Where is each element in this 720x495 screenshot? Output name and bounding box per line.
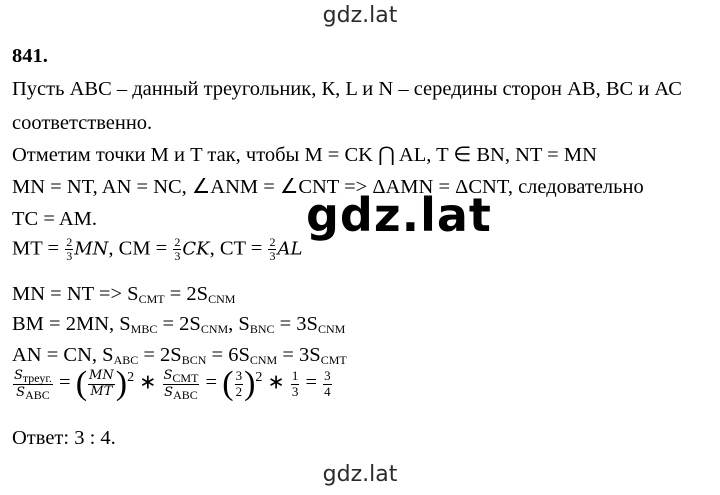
- right-parenthesis: ): [115, 365, 128, 402]
- math-variable: MN: [74, 238, 109, 260]
- text-part: BM = 2MN, S: [12, 313, 131, 335]
- fraction-denominator: 3: [66, 249, 73, 264]
- text-part: = 2S: [164, 283, 209, 305]
- left-parenthesis: (: [75, 365, 88, 402]
- subscript: CNM: [249, 353, 278, 367]
- text-line-1: Пусть АВС – данный треугольник, К, L и N – середины сторон АВ, ВС и АС: [12, 78, 682, 100]
- fraction-denominator: 3: [291, 383, 299, 399]
- text-line-9: [12, 345, 347, 366]
- watermark-bottom: gdz.lat: [322, 462, 398, 487]
- fraction-denominator: 3: [174, 249, 181, 264]
- text-part: MT =: [12, 237, 65, 260]
- subscript: BCN: [181, 353, 207, 367]
- text-line-10: [12, 367, 333, 401]
- fraction: [235, 369, 244, 399]
- subscript: CNM: [208, 292, 236, 306]
- fraction-denominator: MT: [90, 383, 113, 399]
- exponent: 2: [127, 369, 135, 385]
- text-line-6: [12, 236, 302, 263]
- fraction-denominator: $S_{ABC}$: [16, 384, 50, 402]
- exponent: 2: [255, 369, 263, 385]
- subscript: CMT: [320, 353, 347, 367]
- fraction-numerator: $S_{CMT}$: [163, 368, 199, 386]
- fraction-numerator: 2: [174, 235, 181, 249]
- subscript: CNM: [200, 322, 229, 336]
- fraction-denominator: 4: [324, 383, 331, 399]
- watermark-top: gdz.lat: [322, 3, 398, 28]
- math-variable: CK: [182, 238, 210, 260]
- fraction: [323, 369, 332, 399]
- fraction: [88, 369, 115, 399]
- text-part: = 3S: [274, 313, 318, 335]
- fraction-numerator: $S_{треуг.}$: [14, 368, 52, 386]
- equals-sign: =: [59, 371, 71, 394]
- fraction-numerator: 2: [269, 235, 276, 249]
- left-parenthesis: (: [222, 365, 234, 402]
- fraction-numerator: MN: [89, 368, 114, 384]
- fraction-numerator: 3: [235, 368, 243, 384]
- fraction-denominator: 3: [269, 249, 276, 264]
- equals-sign: =: [205, 371, 218, 394]
- fraction-numerator: 3: [324, 368, 331, 384]
- text-part: , CT =: [209, 237, 268, 260]
- text-line-4: MN = NT, AN = NC, ∠ANM = ∠CNT => ΔAMN = ΔCNT, следовательно: [12, 176, 644, 198]
- text-line-5: TC = AM.: [12, 208, 98, 230]
- fraction: [173, 236, 181, 263]
- fraction: [65, 236, 73, 263]
- subscript: BNC: [249, 322, 275, 336]
- text-part: AN = CN, S: [12, 344, 114, 366]
- fraction-numerator: 2: [66, 235, 73, 249]
- fraction: [291, 369, 300, 399]
- subscript: MBC: [130, 322, 158, 336]
- watermark-center: gdz.lat: [306, 188, 492, 242]
- fraction-denominator: $S_{ABC}$: [164, 384, 198, 402]
- text-part: MN = NT => S: [12, 283, 139, 305]
- multiply-sign: ∗: [267, 371, 285, 394]
- text-part: , S: [228, 313, 250, 335]
- text-line-3: Отметим точки M и T так, чтобы M = CK ⋂ AL, T ∈ BN, NT = MN: [12, 144, 597, 166]
- text-part: = 6S: [206, 344, 250, 366]
- text-line-8: [12, 314, 345, 335]
- text-part: = 2S: [157, 313, 201, 335]
- multiply-sign: ∗: [139, 371, 157, 394]
- subscript: CMT: [138, 292, 165, 306]
- text-line-2: соответственно.: [12, 112, 153, 134]
- math-variable: AL: [277, 238, 303, 260]
- subscript: CNM: [317, 322, 346, 336]
- text-line-7: [12, 284, 235, 305]
- text-part: , CM =: [108, 237, 173, 260]
- text-part: = 2S: [138, 344, 182, 366]
- fraction: [268, 236, 276, 263]
- text-part: = 3S: [277, 344, 321, 366]
- fraction: [13, 368, 53, 400]
- task-number: 841.: [12, 45, 48, 67]
- fraction: [163, 368, 200, 400]
- fraction-denominator: 2: [235, 383, 243, 399]
- subscript: ABC: [113, 353, 139, 367]
- right-parenthesis: ): [244, 365, 256, 402]
- answer-line: Ответ: 3 : 4.: [12, 427, 116, 449]
- equals-sign: =: [305, 371, 318, 394]
- fraction-numerator: 1: [291, 368, 299, 384]
